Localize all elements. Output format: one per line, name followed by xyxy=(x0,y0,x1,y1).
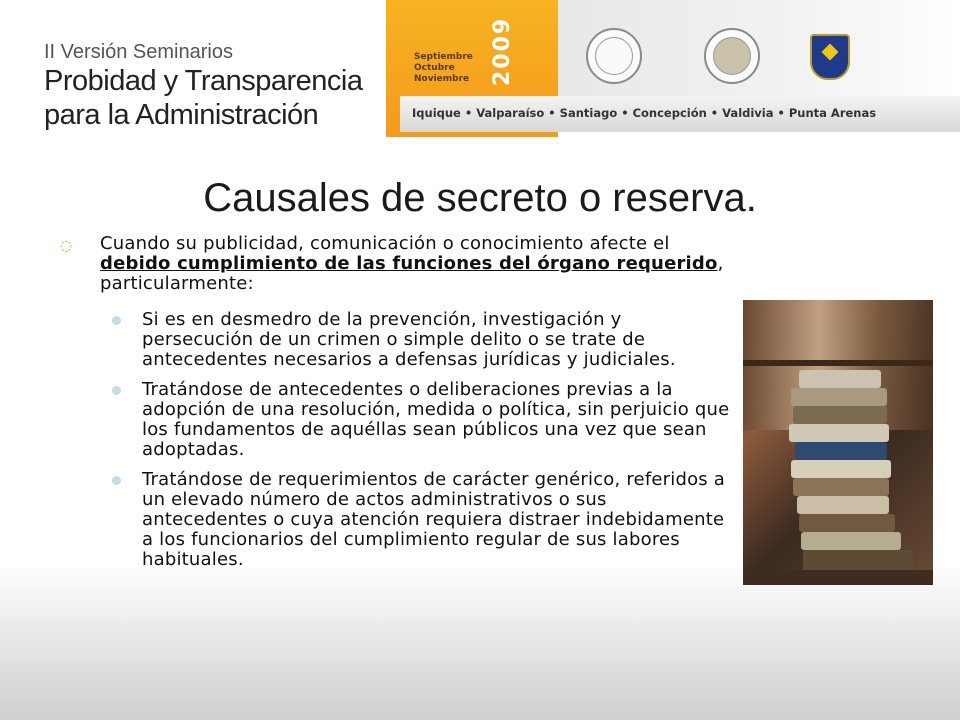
event-year: 2009 xyxy=(490,16,515,86)
list-item xyxy=(60,310,732,370)
hollow-diamond-bullet-icon: ◌ xyxy=(60,238,73,254)
round-dot-bullet-icon xyxy=(112,476,121,485)
stacked-books-photo xyxy=(743,300,933,585)
sub-bullet-text: Tratándose de requerimientos de carácter genérico, referidos a un elevado número de actos administrativos o sus antecedentes o cuya atención requiera distraer indebidamente a los funcionarios del cumplimiento regular de sus labores habituales. xyxy=(142,469,726,570)
logos-panel xyxy=(558,0,960,96)
month-item: Septiembre xyxy=(414,52,473,62)
event-banner xyxy=(386,0,960,137)
month-item: Noviembre xyxy=(414,74,470,84)
slide-title: Causales de secreto o reserva. xyxy=(203,176,757,220)
cities-list: Iquique • Valparaíso • Santiago • Concepción • Valdivia • Punta Arenas xyxy=(412,106,877,120)
intro-text: Cuando su publicidad, comunicación o conocimiento afecte el xyxy=(100,233,670,254)
list-item xyxy=(60,470,732,570)
sub-bullet-list xyxy=(60,310,732,570)
sub-bullet-text: Si es en desmedro de la prevención, investigación y persecución de un crimen o simple delito o se trate de antecedentes necesarios a defensas jurídicas y judiciales. xyxy=(142,309,676,370)
main-bullet xyxy=(60,234,732,294)
months-list xyxy=(414,52,473,85)
institution-seal-icon xyxy=(704,28,760,84)
seminar-title-line1: Probidad y Transparencia xyxy=(44,65,363,97)
month-item: Octubre xyxy=(414,63,455,73)
seminar-title-line2: para la Administración xyxy=(44,99,319,131)
intro-emphasis: debido cumplimiento de las funciones del órgano requerido xyxy=(100,253,718,274)
seminar-edition: II Versión Seminarios xyxy=(44,41,233,63)
slide-content xyxy=(60,234,732,580)
university-crest-icon xyxy=(810,34,850,80)
cities-bar xyxy=(400,96,960,132)
seminar-header xyxy=(44,40,362,132)
intro-text-end: , particularmente: xyxy=(100,253,724,294)
round-dot-bullet-icon xyxy=(112,316,121,325)
round-dot-bullet-icon xyxy=(112,386,121,395)
contraloria-seal-icon xyxy=(586,28,642,84)
list-item xyxy=(60,380,732,460)
sub-bullet-text: Tratándose de antecedentes o deliberaciones previas a la adopción de una resolución, medida o política, sin perjuicio que los fundamentos de aquéllas sean públicos una vez que sean adoptadas. xyxy=(142,379,730,460)
